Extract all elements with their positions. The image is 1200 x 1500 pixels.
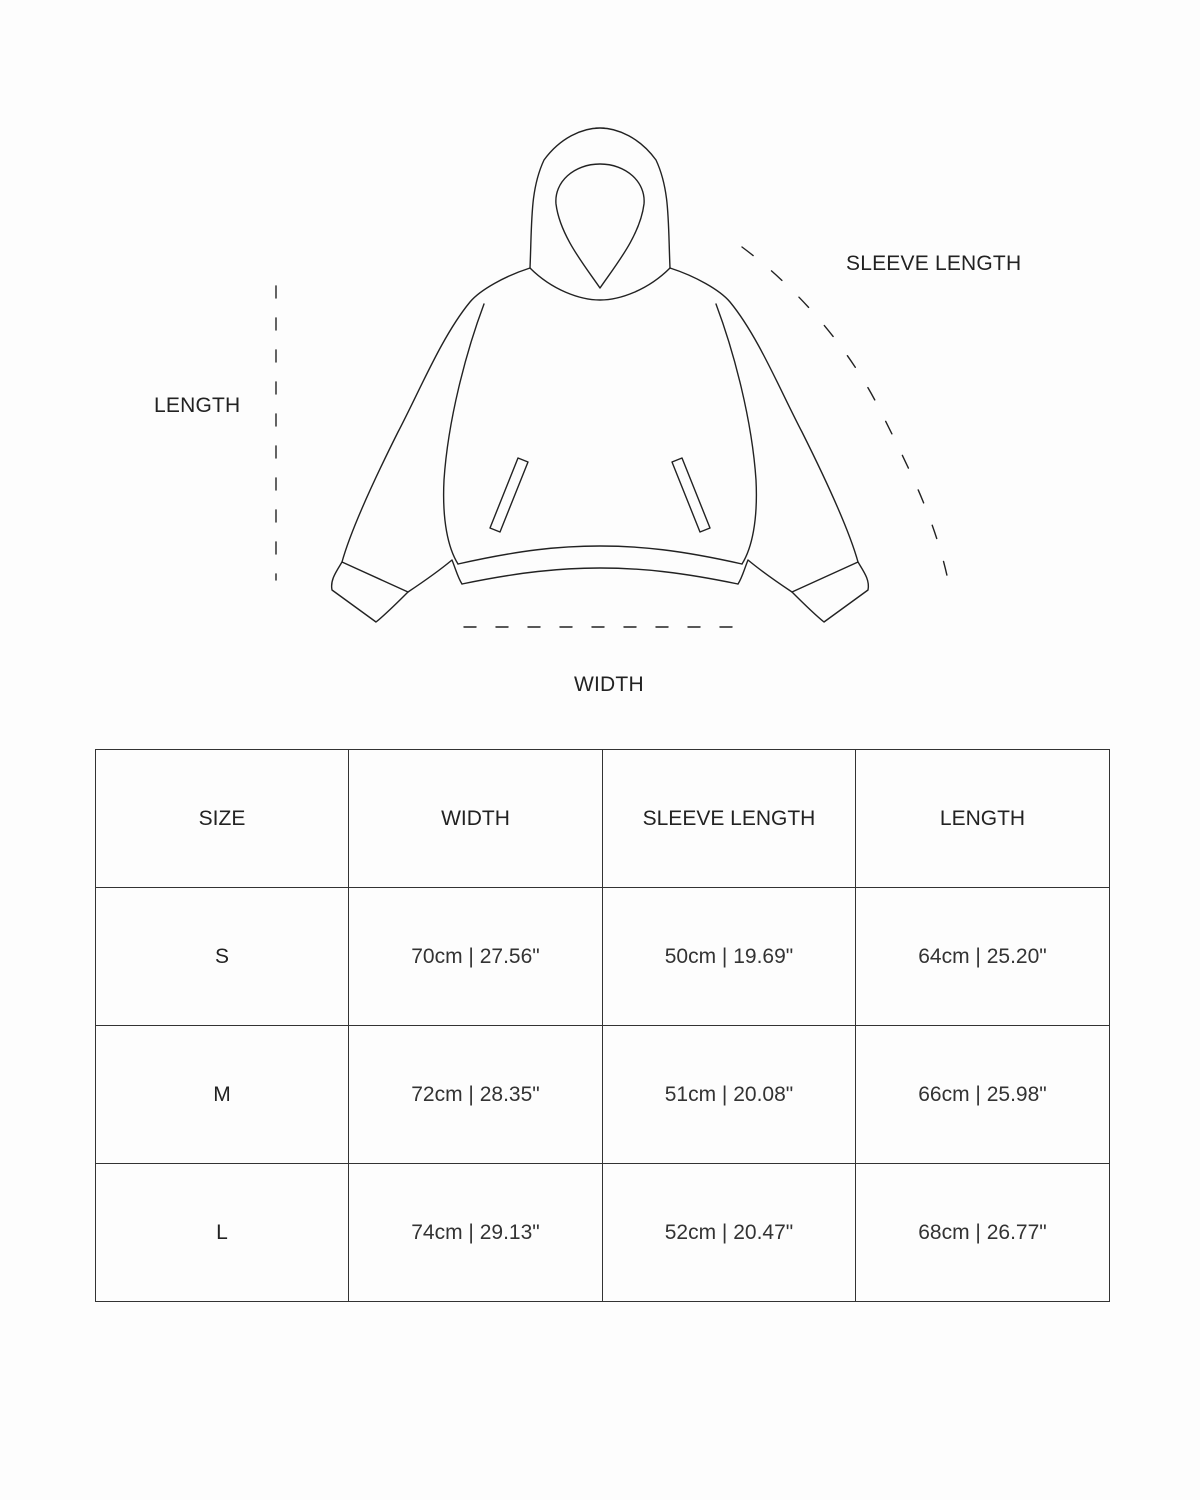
- right-underarm: [738, 560, 792, 592]
- left-cuff: [332, 562, 408, 622]
- table-row: [96, 1026, 1110, 1164]
- sleeve-length-cell: 51cm | 20.08": [603, 1026, 856, 1164]
- sleeve-length-cell: 52cm | 20.47": [603, 1164, 856, 1302]
- length-cell: 68cm | 26.77": [856, 1164, 1110, 1302]
- left-pocket: [490, 458, 528, 532]
- collar-seam: [530, 268, 670, 300]
- hem-top: [458, 546, 742, 564]
- size-cell: L: [96, 1164, 349, 1302]
- header-width: WIDTH: [349, 750, 603, 888]
- width-label: WIDTH: [574, 673, 644, 696]
- table-row: [96, 888, 1110, 1026]
- right-pocket: [672, 458, 710, 532]
- hood-opening: [556, 164, 644, 288]
- table-header-row: [96, 750, 1110, 888]
- sleeve-length-label: SLEEVE LENGTH: [846, 252, 1022, 275]
- sleeve-dimension-line: [742, 247, 948, 580]
- right-side-seam: [716, 304, 756, 564]
- size-cell: M: [96, 1026, 349, 1164]
- hoodie-diagram: [0, 0, 1200, 720]
- hood-outline: [530, 128, 670, 268]
- length-label: LENGTH: [154, 394, 241, 417]
- left-side-seam: [444, 304, 484, 564]
- width-cell: 74cm | 29.13": [349, 1164, 603, 1302]
- length-cell: 64cm | 25.20": [856, 888, 1110, 1026]
- hoodie-illustration: [0, 0, 1200, 720]
- width-cell: 72cm | 28.35": [349, 1026, 603, 1164]
- header-size: SIZE: [96, 750, 349, 888]
- left-shoulder: [342, 268, 530, 562]
- hem-bottom: [462, 568, 738, 584]
- table-row: [96, 1164, 1110, 1302]
- right-cuff: [792, 562, 868, 622]
- sleeve-length-cell: 50cm | 19.69": [603, 888, 856, 1026]
- width-cell: 70cm | 27.56": [349, 888, 603, 1026]
- left-underarm: [408, 560, 462, 592]
- size-chart-table: [95, 749, 1110, 1302]
- header-sleeve-length: SLEEVE LENGTH: [603, 750, 856, 888]
- right-shoulder: [670, 268, 858, 562]
- size-cell: S: [96, 888, 349, 1026]
- header-length: LENGTH: [856, 750, 1110, 888]
- length-cell: 66cm | 25.98": [856, 1026, 1110, 1164]
